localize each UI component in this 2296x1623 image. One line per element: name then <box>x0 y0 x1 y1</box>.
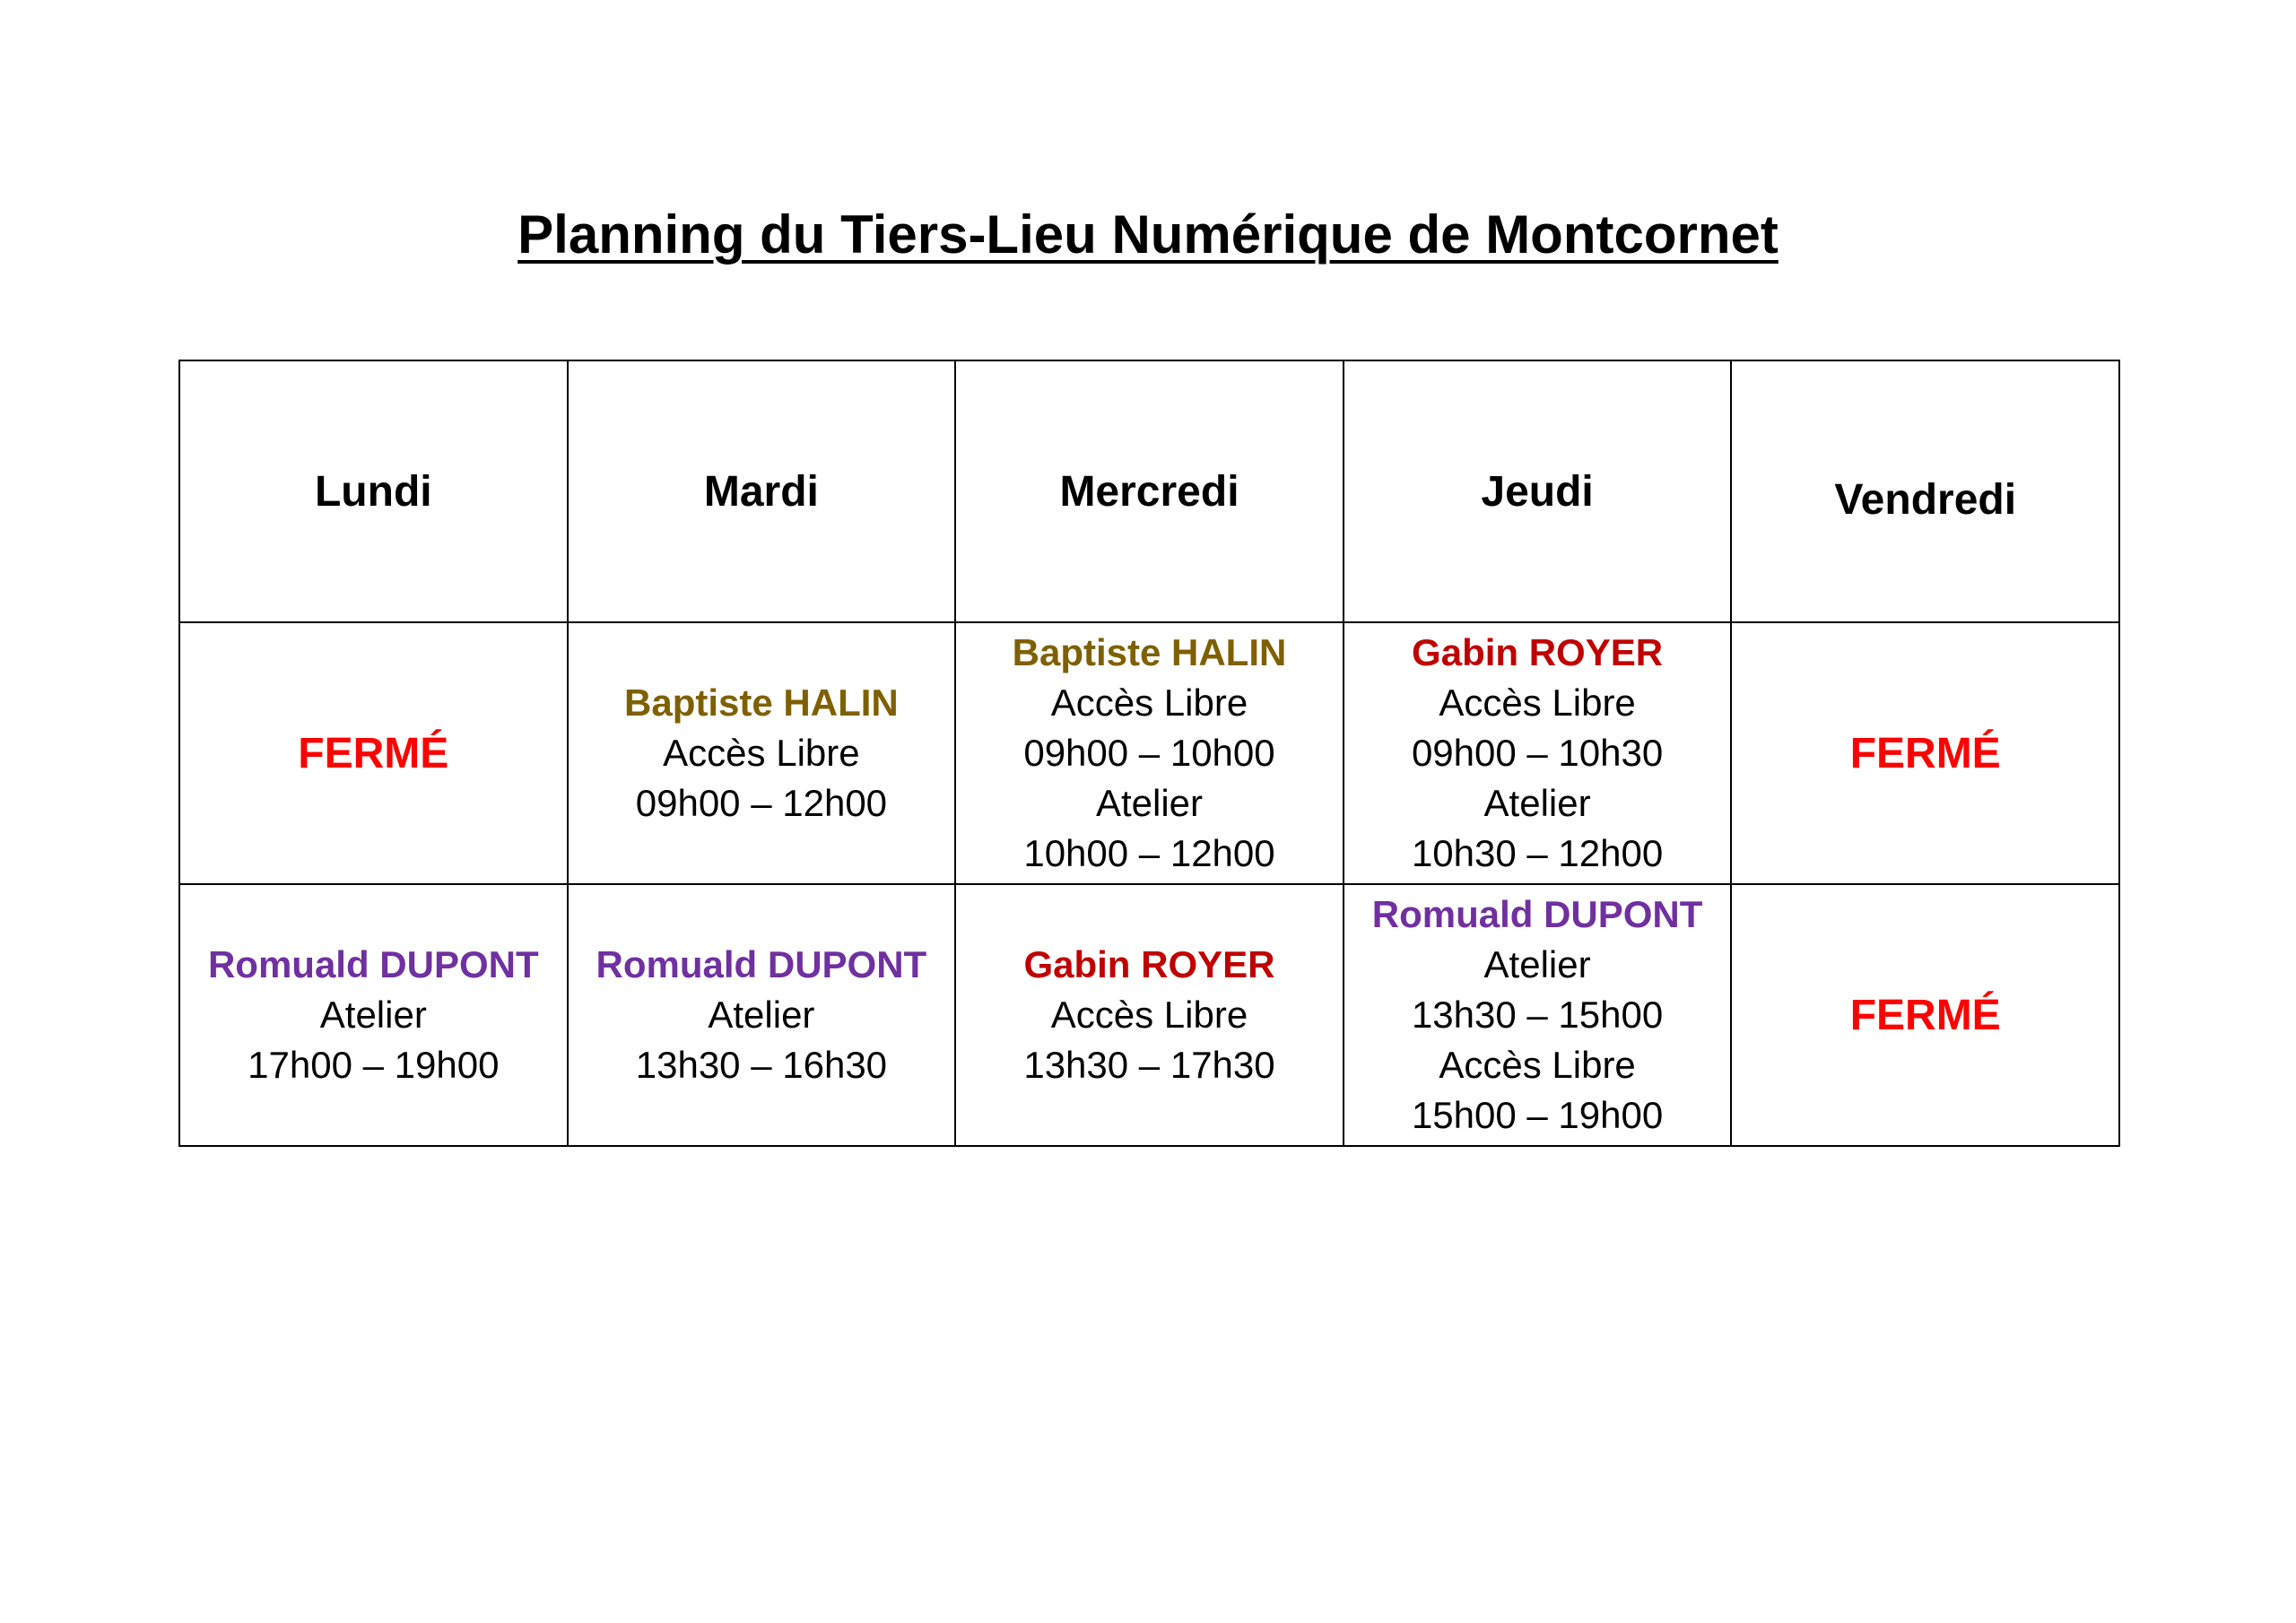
session-hours: 13h30 – 17h30 <box>1023 1044 1275 1086</box>
session-type: Atelier <box>1483 782 1591 824</box>
session-type: Accès Libre <box>1050 994 1248 1036</box>
staff-name: Romuald DUPONT <box>1371 893 1703 935</box>
day-header-mardi: Mardi <box>568 360 956 622</box>
session-hours: 13h30 – 15h00 <box>1411 994 1664 1036</box>
day-header-vendredi: Vendredi <box>1731 360 2119 622</box>
day-header-lundi: Lundi <box>179 360 568 622</box>
closed-label: FERMÉ <box>298 729 449 777</box>
cell-mardi-afternoon <box>568 884 956 1146</box>
session-hours: 17h00 – 19h00 <box>248 1044 500 1086</box>
cell-vendredi-morning <box>1731 622 2119 884</box>
closed-label: FERMÉ <box>1849 729 2001 777</box>
closed-label: FERMÉ <box>1849 991 2001 1039</box>
session-hours: 10h00 – 12h00 <box>1023 832 1275 874</box>
session-type: Atelier <box>319 994 427 1036</box>
staff-name: Gabin ROYER <box>1023 943 1275 985</box>
schedule-table <box>178 360 2120 1147</box>
cell-mardi-morning <box>568 622 956 884</box>
session-type: Accès Libre <box>1050 681 1248 724</box>
staff-name: Baptiste HALIN <box>624 681 899 724</box>
cell-lundi-morning <box>179 622 568 884</box>
morning-row <box>179 622 2119 884</box>
session-hours: 09h00 – 10h00 <box>1023 732 1275 774</box>
session-hours: 09h00 – 10h30 <box>1411 732 1664 774</box>
cell-lundi-afternoon <box>179 884 568 1146</box>
session-type: Accès Libre <box>1439 681 1636 724</box>
session-type: Atelier <box>1483 943 1591 985</box>
cell-mercredi-morning <box>955 622 1344 884</box>
day-header-mercredi: Mercredi <box>955 360 1344 622</box>
afternoon-row <box>179 884 2119 1146</box>
session-type: Accès Libre <box>663 732 860 774</box>
day-header-jeudi: Jeudi <box>1344 360 1732 622</box>
day-header-row <box>179 360 2119 622</box>
staff-name: Romuald DUPONT <box>207 943 539 985</box>
session-hours: 10h30 – 12h00 <box>1411 832 1664 874</box>
cell-vendredi-afternoon <box>1731 884 2119 1146</box>
staff-name: Romuald DUPONT <box>596 943 927 985</box>
session-type: Accès Libre <box>1439 1044 1636 1086</box>
cell-jeudi-morning <box>1344 622 1732 884</box>
staff-name: Gabin ROYER <box>1412 631 1664 673</box>
session-hours: 13h30 – 16h30 <box>635 1044 888 1086</box>
session-type: Atelier <box>708 994 815 1036</box>
page-title: Planning du Tiers-Lieu Numérique de Montcornet <box>517 204 1779 265</box>
session-hours: 09h00 – 12h00 <box>635 782 888 824</box>
cell-mercredi-afternoon <box>955 884 1344 1146</box>
cell-jeudi-afternoon <box>1344 884 1732 1146</box>
session-hours: 15h00 – 19h00 <box>1411 1094 1664 1136</box>
staff-name: Baptiste HALIN <box>1012 631 1287 673</box>
session-type: Atelier <box>1095 782 1204 824</box>
